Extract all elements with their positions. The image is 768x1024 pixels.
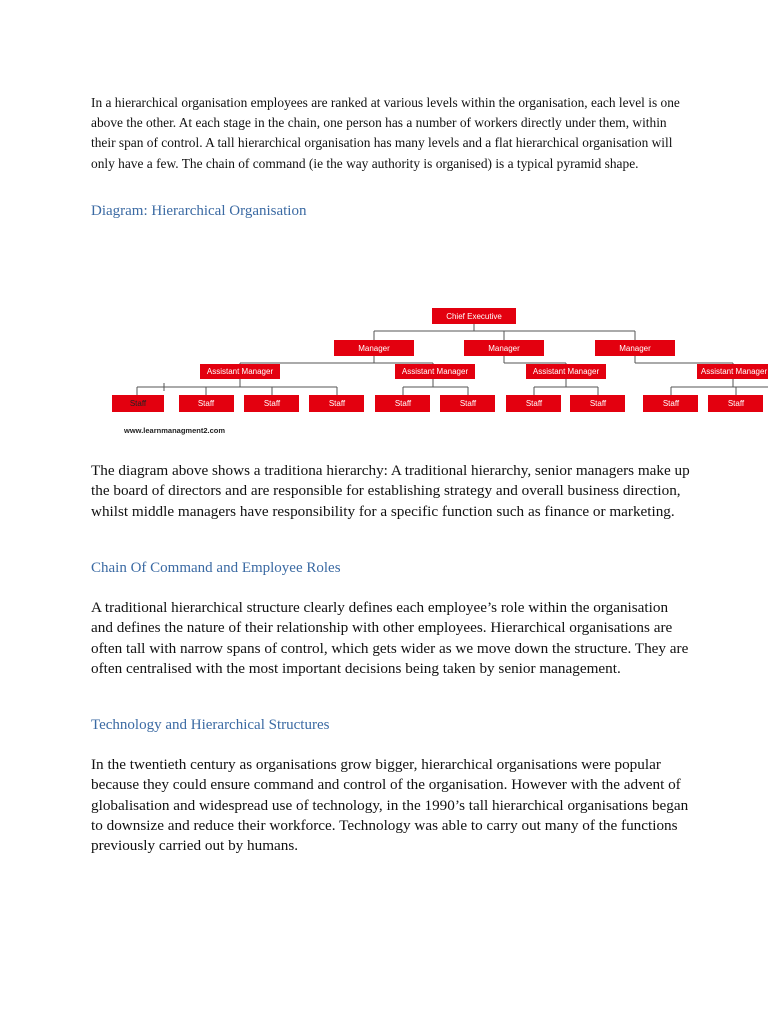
assistant-manager-label: Assistant Manager <box>401 367 469 376</box>
manager-node <box>334 340 414 356</box>
staff-node <box>570 395 625 412</box>
staff-label: Staff <box>197 399 215 408</box>
assistant-manager-label: Assistant Manager <box>206 367 274 376</box>
staff-label: Staff <box>394 399 412 408</box>
assistant-manager-label: Assistant Manager <box>532 367 600 376</box>
staff-node <box>309 395 364 412</box>
connector-lines <box>137 324 768 395</box>
staff-label: Staff <box>589 399 607 408</box>
staff-node <box>179 395 234 412</box>
intro-paragraph: In a hierarchical organisation employees are ranked at various levels within the organisation, each level is one above the other. At each stage in the chain, one person has a number of workers directly under them, within their span of control. A tall hierarchical organisation has many levels and a flat hierarchical organisation will only have a few. The chain of command (ie the way authority is organised) is a typical pyramid shape. <box>91 95 680 171</box>
staff-label: Staff <box>727 399 745 408</box>
assistant-manager-node <box>200 364 280 379</box>
staff-label: Staff <box>662 399 680 408</box>
assistant-manager-node <box>395 364 475 379</box>
chain-of-command-heading: Chain Of Command and Employee Roles <box>91 560 341 576</box>
technology-paragraph: In the twentieth century as organisations grow bigger, hierarchical organisations were popular because they could ensure command and control of the organisation. However with the advent of globalisation and widespread use of technology, in the 1990’s tall hierarchical organisations began to downsize and reduce their workforce. Technology was able to carry out many of the functions previously carried out by humans. <box>91 756 689 855</box>
assistant-manager-node <box>526 364 606 379</box>
diagram-heading: Diagram: Hierarchical Organisation <box>91 203 307 219</box>
staff-label: Staff <box>263 399 281 408</box>
staff-node <box>112 395 164 412</box>
staff-label: Staff <box>525 399 543 408</box>
chain-of-command-paragraph: A traditional hierarchical structure clearly defines each employee’s role within the organisation and defines the nature of their relationship with other employees. Hierarchical organisations are often tall with narrow spans of control, which gets wider as we move down the structure. They are often centralised with the most important decisions being taken by senior management. <box>91 599 689 677</box>
org-chart <box>0 290 768 440</box>
staff-label: Staff <box>459 399 477 408</box>
technology-heading: Technology and Hierarchical Structures <box>91 717 330 733</box>
chief-executive-label: Chief Executive <box>446 312 502 321</box>
staff-node <box>440 395 495 412</box>
staff-label: Staff <box>129 399 147 408</box>
chief-executive-node <box>432 308 516 324</box>
diagram-caption: The diagram above shows a traditiona hierarchy: A traditional hierarchy, senior managers make up the board of directors and are responsible for establishing strategy and overall business direction, whilst middle managers have responsibility for a specific function such as finance or marketing. <box>91 462 690 520</box>
staff-node <box>375 395 430 412</box>
manager-label: Manager <box>488 344 520 353</box>
manager-label: Manager <box>358 344 390 353</box>
staff-node <box>708 395 763 412</box>
staff-node <box>506 395 561 412</box>
manager-label: Manager <box>619 344 651 353</box>
staff-node <box>643 395 698 412</box>
staff-node <box>244 395 299 412</box>
manager-node <box>464 340 544 356</box>
staff-label: Staff <box>328 399 346 408</box>
website-credit: www.learnmanagment2.com <box>124 426 226 435</box>
manager-node <box>595 340 675 356</box>
assistant-manager-label: Assistant Manager <box>700 367 768 376</box>
assistant-manager-node <box>697 364 768 379</box>
